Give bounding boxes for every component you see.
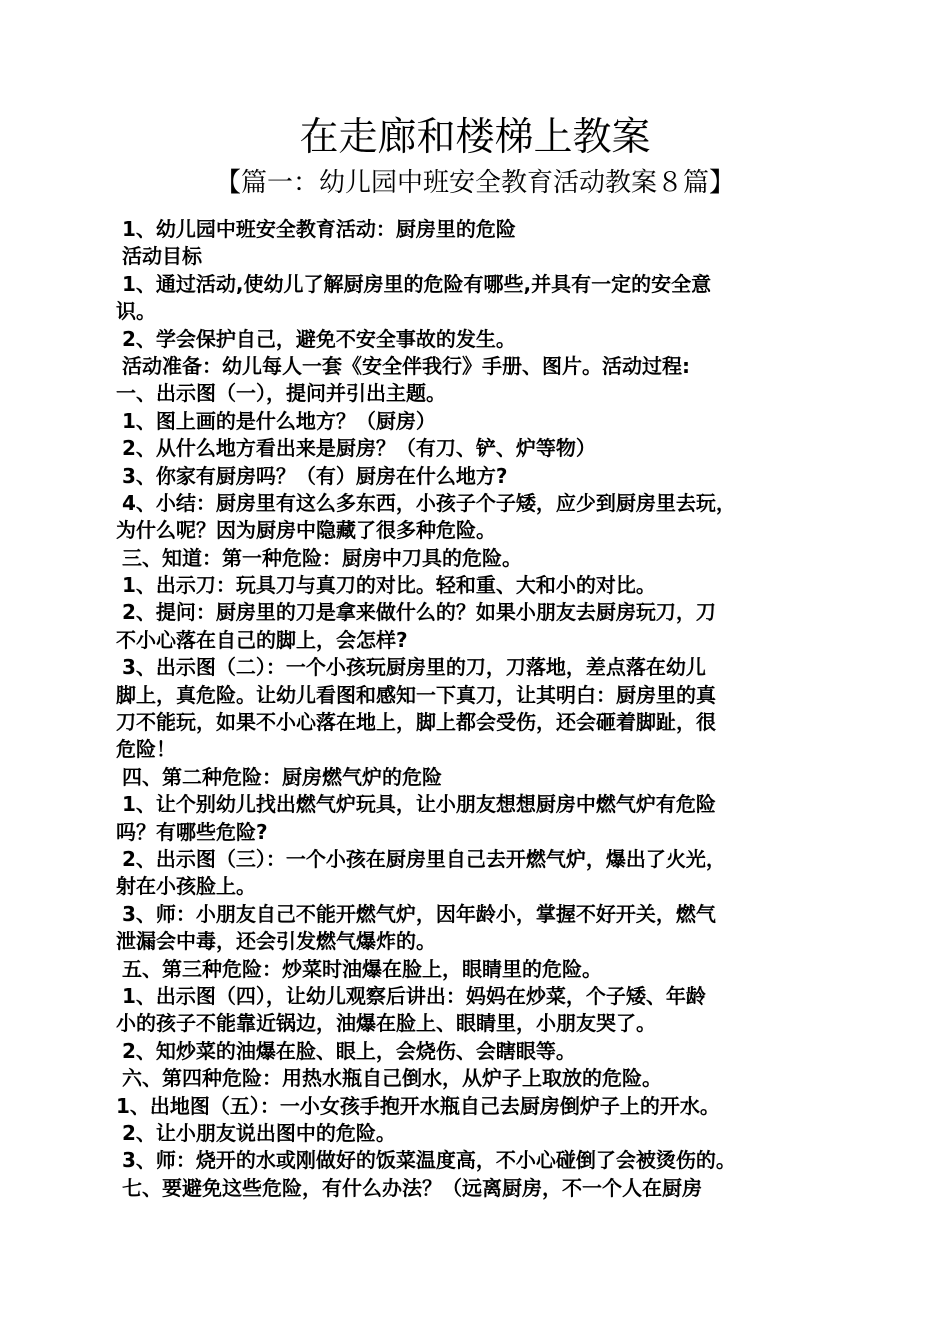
paragraph-line: 不小心落在自己的脚上，会怎样?: [116, 627, 408, 652]
paragraph-line: 1、出示刀：玩具刀与真刀的对比。轻和重、大和小的对比。: [122, 573, 656, 598]
document-subtitle: 【篇一：幼儿园中班安全教育活动教案８篇】: [214, 168, 735, 198]
paragraph-line: 1、出示图（四），让幼儿观察后讲出：妈妈在炒菜，个子矮、年龄: [122, 983, 706, 1008]
paragraph-line: 三、知道：第一种危险：厨房中刀具的危险。: [122, 545, 522, 570]
paragraph-line: 1、通过活动,使幼儿了解厨房里的危险有哪些,并具有一定的安全意: [122, 271, 712, 296]
paragraph-line: 脚上，真危险。让幼儿看图和感知一下真刀，让其明白：厨房里的真: [116, 682, 716, 707]
paragraph-line: 1、图上画的是什么地方？（厨房）: [122, 408, 436, 433]
paragraph-line: 2、学会保护自己，避免不安全事故的发生。: [122, 326, 516, 351]
paragraph-line: 2、出示图（三）：一个小孩在厨房里自己去开燃气炉，爆出了火光，: [122, 846, 726, 871]
paragraph-line: 刀不能玩，如果不小心落在地上，脚上都会受伤，还会砸着脚趾，很: [116, 710, 716, 735]
paragraph-line: 危险！: [116, 737, 176, 762]
paragraph-line: 1、让个别幼儿找出燃气炉玩具，让小朋友想想厨房中燃气炉有危险: [122, 792, 716, 817]
paragraph-line: 四、第二种危险：厨房燃气炉的危险: [122, 764, 442, 789]
paragraph-line: 吗？有哪些危险?: [116, 819, 268, 844]
paragraph-line: 4、小结：厨房里有这么多东西，小孩子个子矮，应少到厨房里去玩，: [122, 490, 736, 515]
paragraph-line: 射在小孩脸上。: [116, 874, 256, 899]
document-body: [116, 216, 846, 1202]
paragraph-line: 识。: [116, 299, 156, 324]
paragraph-line: 2、让小朋友说出图中的危险。: [122, 1120, 396, 1145]
paragraph-line: 2、知炒菜的油爆在脸、眼上，会烧伤、会瞎眼等。: [122, 1038, 576, 1063]
paragraph-line: 2、提问：厨房里的刀是拿来做什么的？如果小朋友去厨房玩刀，刀: [122, 600, 716, 625]
paragraph-line: 3、师：小朋友自己不能开燃气炉，因年龄小，掌握不好开关，燃气: [122, 901, 716, 926]
paragraph-line: 为什么呢？因为厨房中隐藏了很多种危险。: [116, 518, 496, 543]
paragraph-line: 小的孩子不能靠近锅边，油爆在脸上、眼睛里，小朋友哭了。: [116, 1011, 656, 1036]
paragraph-line: 活动目标: [122, 244, 202, 269]
paragraph-line: 一、出示图（一），提问并引出主题。: [116, 381, 446, 406]
paragraph-line: 3、师：烧开的水或刚做好的饭菜温度高，不小心碰倒了会被烫伤的。: [122, 1148, 736, 1173]
paragraph-line: 五、第三种危险：炒菜时油爆在脸上，眼睛里的危险。: [122, 956, 602, 981]
paragraph-line: 3、你家有厨房吗？（有）厨房在什么地方?: [122, 463, 508, 488]
document-title: 在走廊和楼梯上教案: [299, 115, 651, 160]
paragraph-line: 2、从什么地方看出来是厨房？（有刀、铲、炉等物）: [122, 436, 596, 461]
paragraph-line: 1、出地图（五）：一小女孩手抱开水瓶自己去厨房倒炉子上的开水。: [116, 1093, 720, 1118]
paragraph-line: 六、第四种危险：用热水瓶自己倒水，从炉子上取放的危险。: [122, 1066, 662, 1091]
section-heading: 1、幼儿园中班安全教育活动：厨房里的危险: [122, 217, 516, 241]
paragraph-line: 3、出示图（二）：一个小孩玩厨房里的刀，刀落地，差点落在幼儿: [122, 655, 706, 680]
paragraph-line: 活动准备：幼儿每人一套《安全伴我行》手册、图片。活动过程:: [122, 353, 690, 378]
paragraph-line: 泄漏会中毒，还会引发燃气爆炸的。: [116, 929, 436, 954]
paragraph-line: 七、要避免这些危险，有什么办法？（远离厨房，不一个人在厨房: [122, 1175, 702, 1200]
